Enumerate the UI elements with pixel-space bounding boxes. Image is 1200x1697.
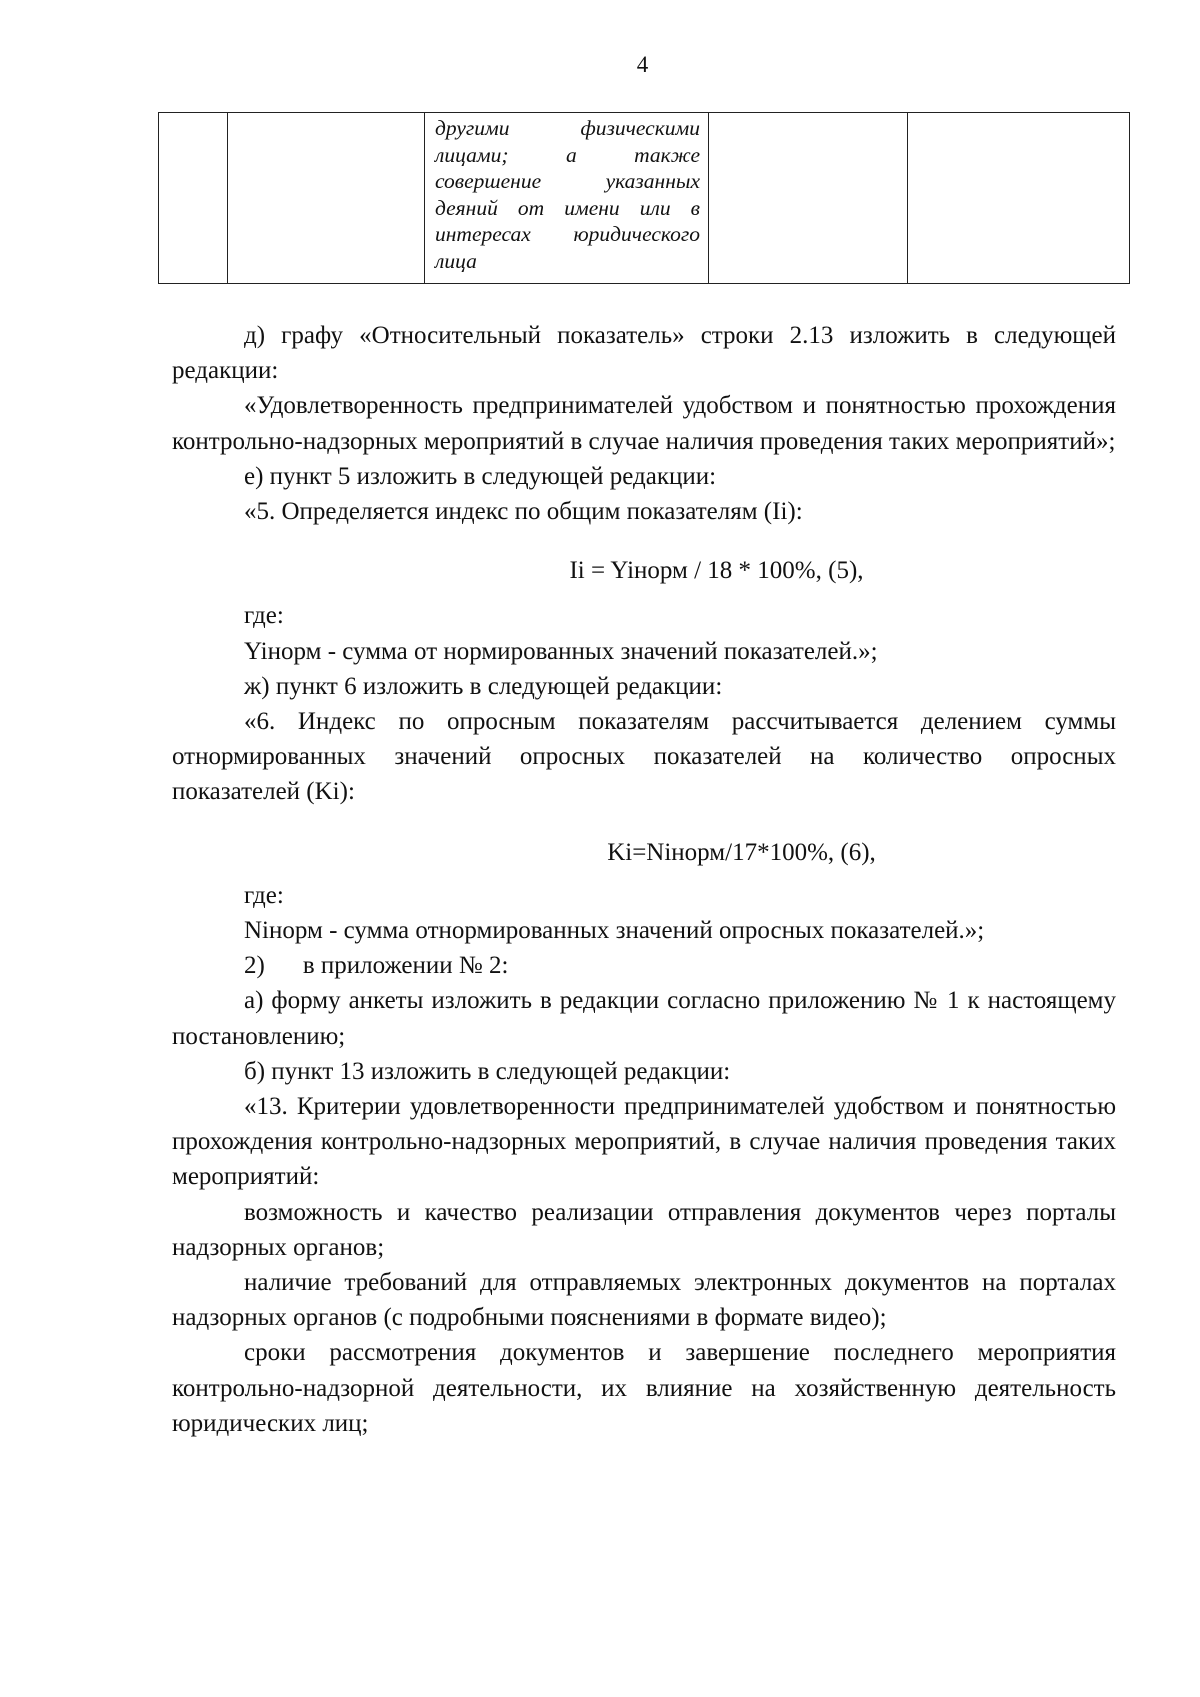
paragraph: где: xyxy=(244,881,284,909)
paragraph: «13. Критерии удовлетворенности предпринимателей удобством и понятностью прохождения контрольно-надзорных мероприятий, в случае наличия проведения таких мероприятий: xyxy=(172,1093,1116,1191)
table-cell-4 xyxy=(709,113,908,284)
table-cell-1 xyxy=(159,113,228,284)
paragraph: а) форму анкеты изложить в редакции согласно приложению № 1 к настоящему постановлению; xyxy=(172,987,1116,1050)
paragraph: Yiнорм - сумма от нормированных значений показателей.»; xyxy=(244,637,878,665)
paragraph: сроки рассмотрения документов и завершение последнего мероприятия контрольно-надзорной деятельности, их влияние на хозяйственную деятельность юридических лиц; xyxy=(172,1339,1116,1437)
table-cell-2 xyxy=(228,113,425,284)
continuation-table xyxy=(158,112,1130,284)
formula: Ki=Niнорм/17*100%, (6), xyxy=(607,838,876,866)
table-row xyxy=(159,113,1130,284)
paragraph: возможность и качество реализации отправления документов через порталы надзорных органов; xyxy=(172,1198,1116,1261)
document-body xyxy=(172,318,1116,1441)
page-number: 4 xyxy=(636,52,649,77)
paragraph: где: xyxy=(244,602,284,630)
paragraph: е) пункт 5 изложить в следующей редакции: xyxy=(244,462,717,490)
list-number: 2) xyxy=(244,952,265,980)
paragraph: наличие требований для отправляемых электронных документов на порталах надзорных органов (с подробными пояснениями в формате видео); xyxy=(172,1269,1116,1332)
paragraph: «5. Определяется индекс по общим показателям (Ii): xyxy=(244,498,803,526)
list-item xyxy=(172,948,1116,983)
table-cell-3 xyxy=(425,113,709,284)
formula: Ii = Yiнорм / 18 * 100%, (5), xyxy=(569,557,864,585)
paragraph: ж) пункт 6 изложить в следующей редакции: xyxy=(244,672,723,700)
table-cell-5 xyxy=(908,113,1130,284)
paragraph: «6. Индекс по опросным показателям рассчитывается делением суммы отнормированных значений опросных показателей на количество опросных показателей (Ki): xyxy=(172,708,1116,806)
paragraph: «Удовлетворенность предпринимателей удобством и понятностью прохождения контрольно-надзорных мероприятий в случае наличия проведения таких мероприятий»; xyxy=(172,392,1116,455)
table-cell-text: другими физическими лицами; а также совершение указанных деяний от имени или в интересах юридического лица xyxy=(435,116,700,273)
paragraph: д) графу «Относительный показатель» строки 2.13 изложить в следующей редакции: xyxy=(172,322,1116,385)
paragraph: Niнорм - сумма отнормированных значений опросных показателей.»; xyxy=(244,917,985,945)
paragraph: б) пункт 13 изложить в следующей редакции: xyxy=(244,1057,731,1085)
list-item-text: в приложении № 2: xyxy=(302,952,509,980)
